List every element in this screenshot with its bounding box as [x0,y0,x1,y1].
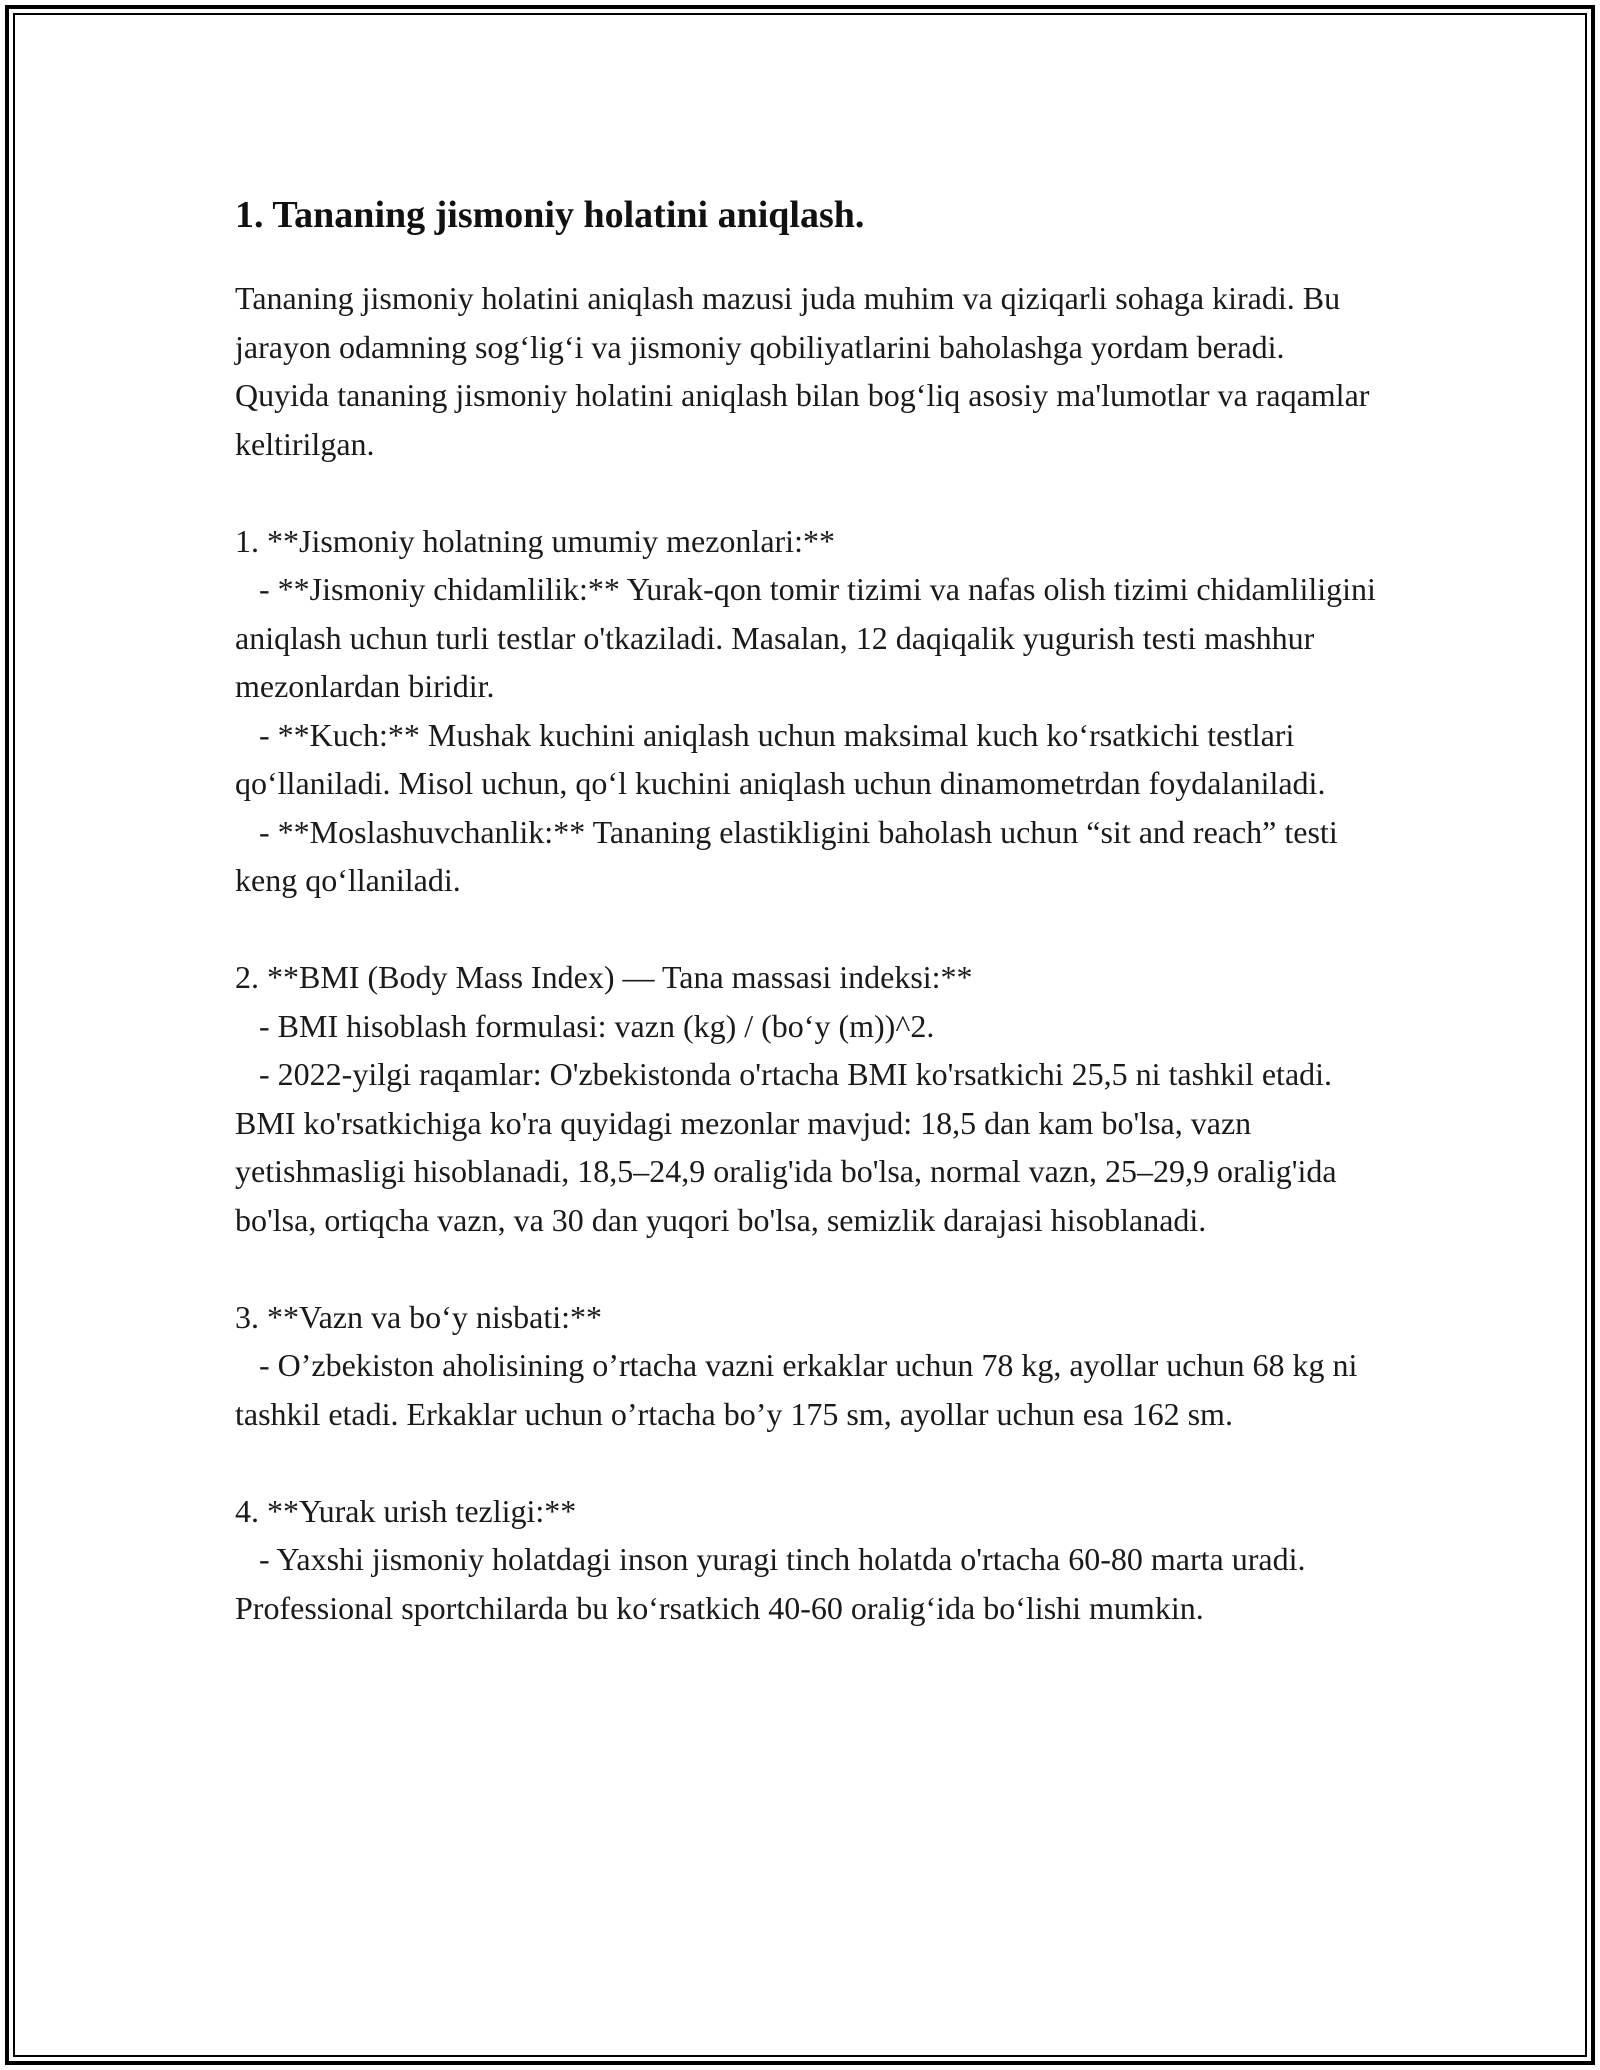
intro-paragraph: Tananing jismoniy holatini aniqlash mazusi juda muhim va qiziqarli sohaga kiradi. Bu jarayon odamning sog‘lig‘i va jismoniy qobiliyatlarini baholashga yordam beradi. Quyida tananing jismoniy holatini aniqlash bilan bog‘liq asosiy ma'lumotlar va raqamlar keltirilgan. [235,280,1370,462]
section-item [235,1050,1385,1244]
section-heading: 4. **Yurak urish tezligi:** [235,1492,577,1529]
item-indent [235,571,259,607]
item-text: - **Kuch:** Mushak kuchini aniqlash uchun maksimal kuch ko‘rsatkichi testlari qo‘llaniladi. Misol uchun, qo‘l kuchini aniqlash uchun dinamometrdan foydalaniladi. [235,716,1326,801]
section-spacer [235,1438,1385,1487]
section-heading: 2. **BMI (Body Mass Index) — Tana massasi indeksi:** [235,959,973,995]
item-indent [235,814,259,850]
section-item [235,1002,1385,1051]
document-body [235,184,1385,1632]
item-indent [235,1541,259,1577]
section-item [235,1341,1385,1438]
section-spacer [235,1244,1385,1293]
item-text: - O’zbekiston aholisining o’rtacha vazni erkaklar uchun 78 kg, ayollar uchun 68 kg ni tashkil etadi. Erkaklar uchun o’rtacha bo’y 175 sm, ayollar uchun esa 162 sm. [235,1347,1366,1432]
document-title: 1. Tananing jismoniy holatini aniqlash. [235,194,865,236]
item-text: - **Moslashuvchanlik:** Tananing elastikligini baholash uchun “sit and reach” testi keng qo‘llaniladi. [235,813,1346,898]
item-indent [235,717,259,753]
item-text: - Yaxshi jismoniy holatdagi inson yuragi tinch holatda o'rtacha 60-80 marta uradi. Professional sportchilarda bu ko‘rsatkich 40-60 oralig‘ida bo‘lishi mumkin. [235,1541,1314,1626]
item-text: - BMI hisoblash formulasi: vazn (kg) / (bo‘y (m))^2. [259,1007,935,1044]
section-item [235,565,1385,711]
item-indent [235,1056,259,1092]
section-item [235,711,1385,808]
section-item [235,808,1385,905]
item-indent [235,1347,259,1383]
section-spacer [235,468,1385,517]
sections-container [235,468,1385,1632]
item-indent [235,1008,259,1044]
section-spacer [235,905,1385,954]
item-text: - 2022-yilgi raqamlar: O'zbekistonda o'rtacha BMI ko'rsatkichi 25,5 ni tashkil etadi. BMI ko'rsatkichiga ko'ra quyidagi mezonlar mavjud: 18,5 dan kam bo'lsa, vazn yetishmasligi hisoblanadi, 18,5–24,9 oralig'ida bo'lsa, normal vazn, 25–29,9 oralig'ida bo'lsa, ortiqcha vazn, va 30 dan yuqori bo'lsa, semizlik darajasi hisoblanadi. [235,1056,1345,1238]
section-item [235,1535,1385,1632]
item-text: - **Jismoniy chidamlilik:** Yurak-qon tomir tizimi va nafas olish tizimi chidamliligini aniqlash uchun turli testlar o'tkaziladi. Masalan, 12 daqiqalik yugurish testi mashhur mezonlardan biridir. [235,571,1384,704]
section-heading: 1. **Jismoniy holatning umumiy mezonlari:** [235,522,835,559]
section-heading: 3. **Vazn va bo‘y nisbati:** [235,1298,603,1335]
